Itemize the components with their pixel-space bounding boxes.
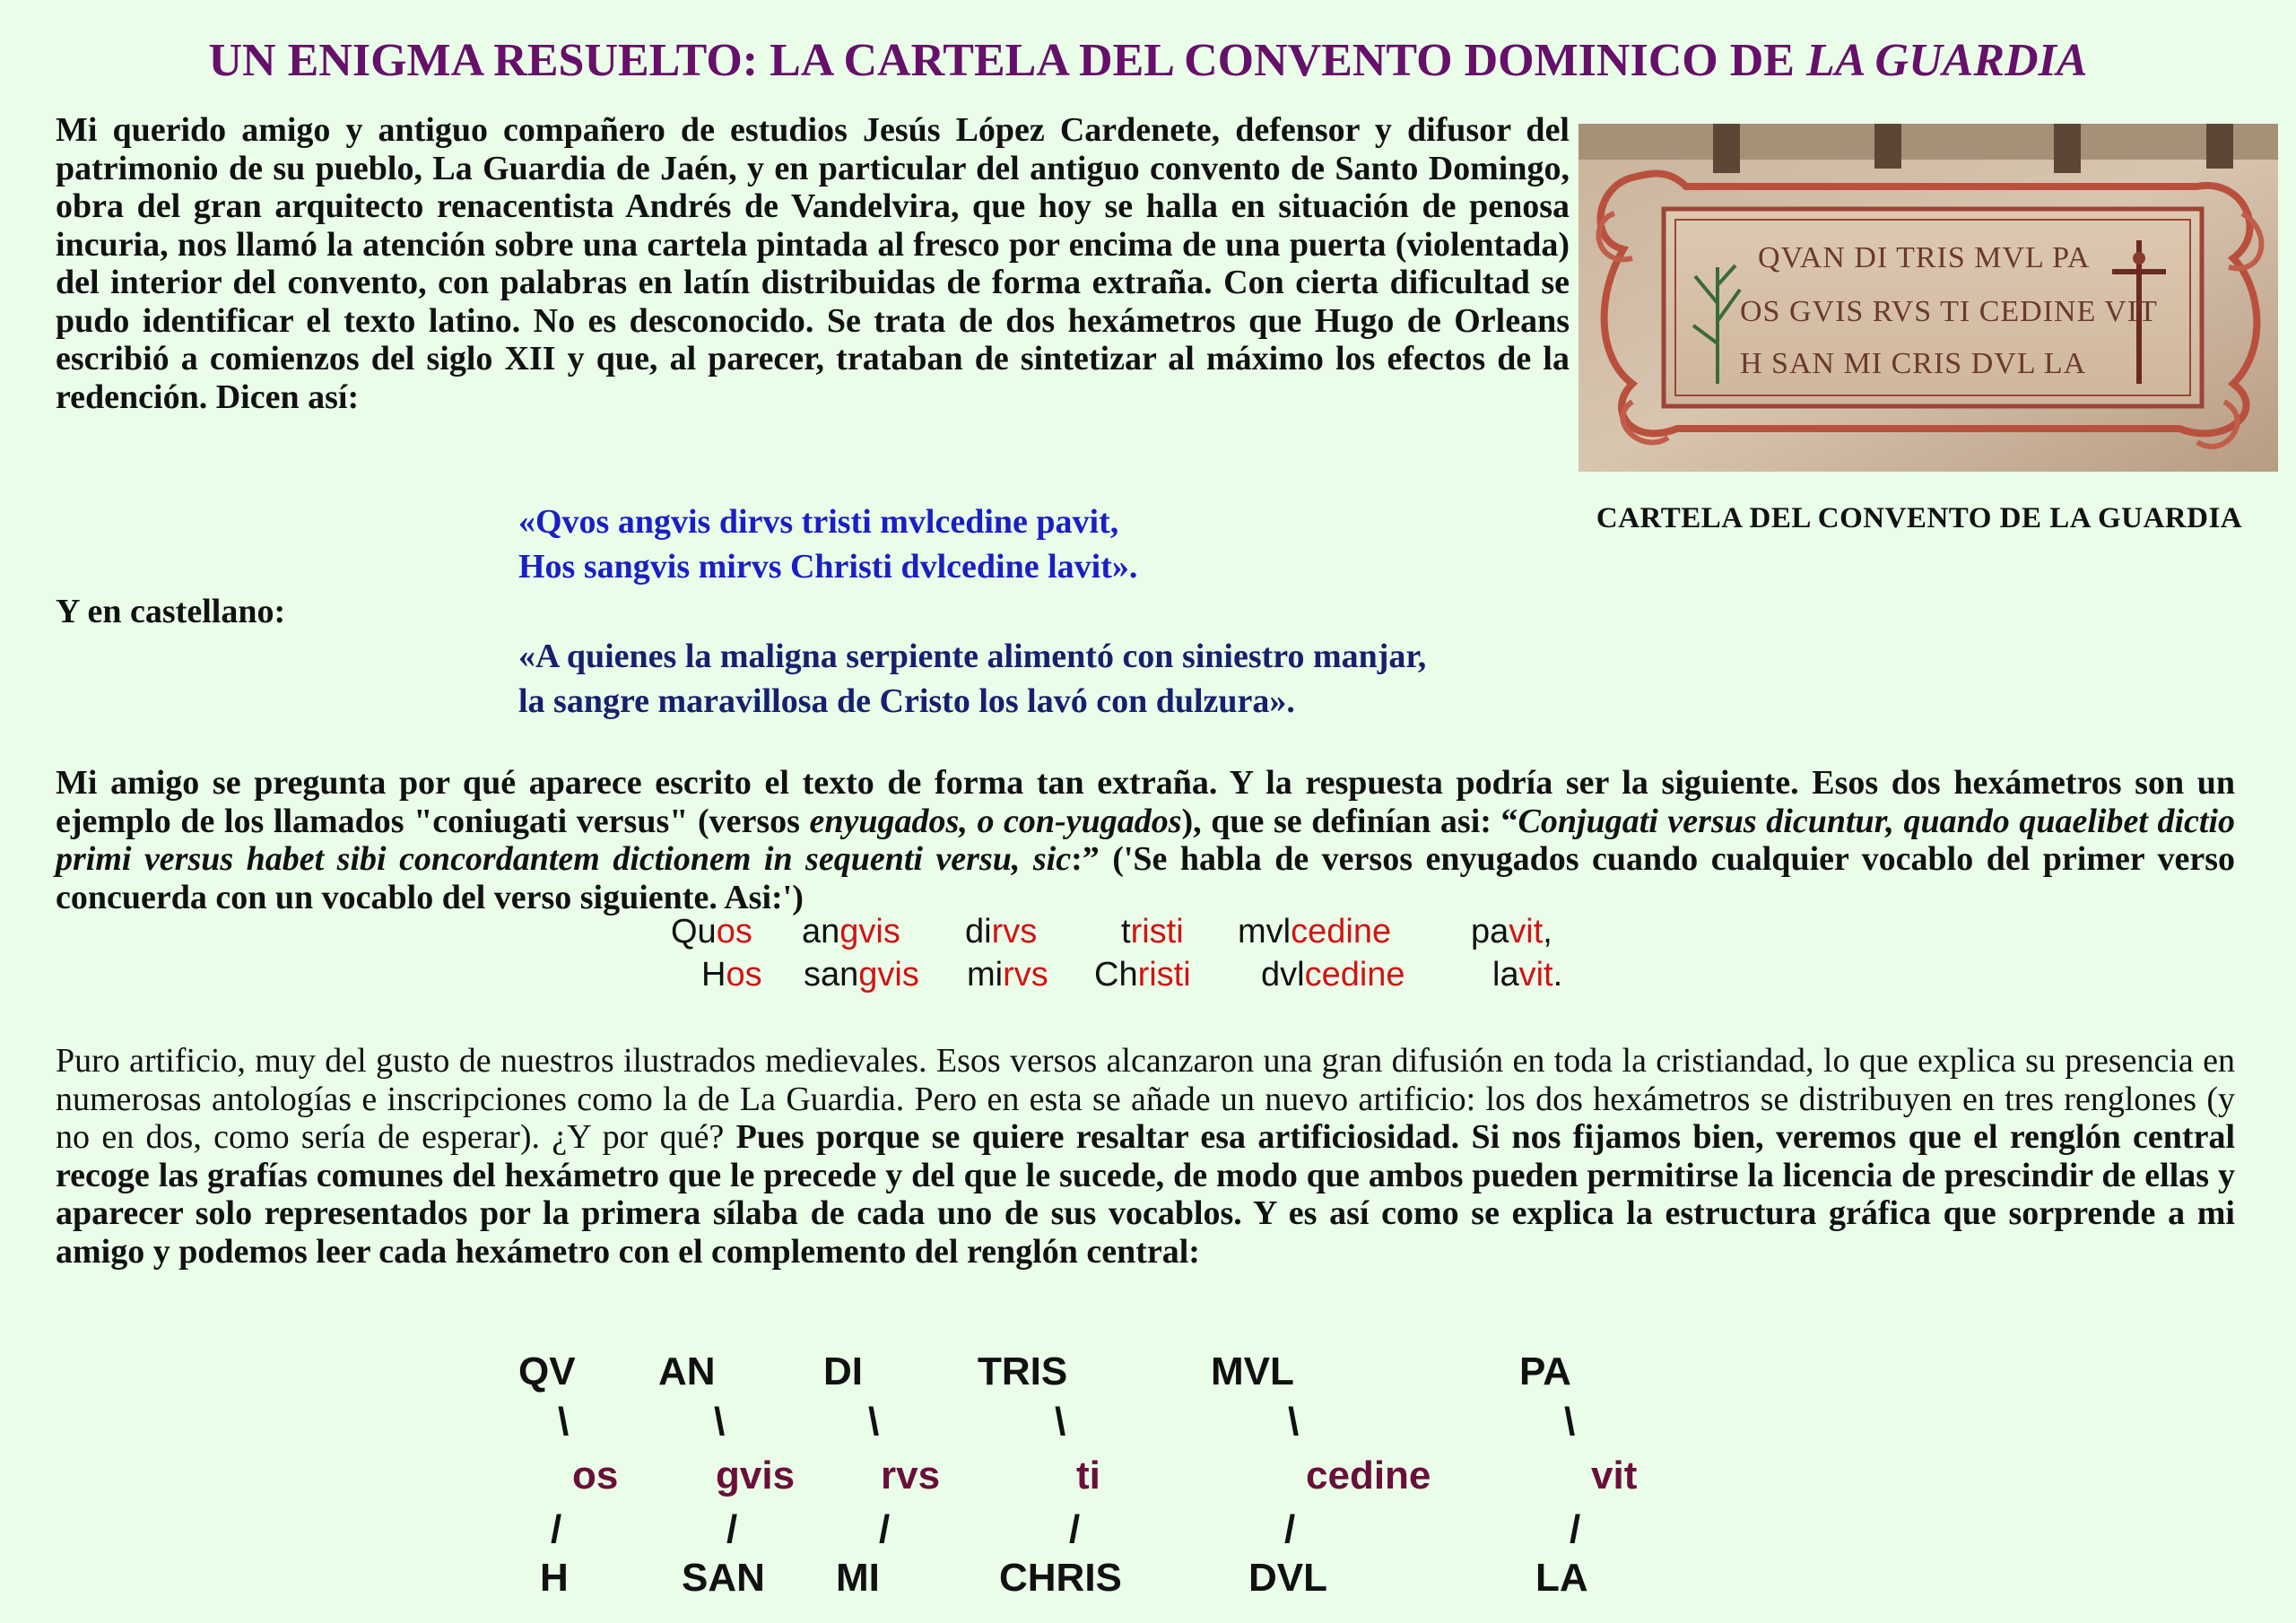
conj-word: Christi xyxy=(1094,956,1191,994)
conj-word: lavit. xyxy=(1492,956,1563,994)
castellano-label: Y en castellano: xyxy=(56,593,286,630)
conj-word: angvis xyxy=(802,913,900,950)
diagram-bottom: MI xyxy=(836,1556,880,1600)
conj-word: dvlcedine xyxy=(1261,956,1405,994)
syllable-diagram xyxy=(0,1350,2296,1610)
diagram-mid: gvis xyxy=(716,1454,796,1497)
diagram-mid: ti xyxy=(1076,1454,1100,1497)
diagram-backslash: \ xyxy=(558,1400,570,1444)
diagram-slash: / xyxy=(879,1507,891,1551)
para2-italic-quote: Conjugati versus dicuntur, quando quaelibet dictio primi versus habet sibi concordantem dictionem in sequenti versu, sic xyxy=(56,802,2236,878)
para2-text-2: ), que se definían asi: “ xyxy=(1181,802,1518,840)
latin-verse-1: «Qvos angvis dirvs tristi mvlcedine pavit, xyxy=(518,503,1119,541)
diagram-backslash: \ xyxy=(714,1400,726,1444)
diagram-mid: rvs xyxy=(881,1454,941,1497)
intro-paragraph: Mi querido amigo y antiguo compañero de estudios Jesús López Cardenete, defensor y difusor del patrimonio de su pueblo, La Guardia de Jaén, y en particular del antiguo convento de Santo Domingo, obra del gran arquitecto renacentista Andrés de Vandelvira, que hoy se halla en situación de penosa incuria, nos llamó la atención sobre una cartela pintada al fresco por encima de una puerta (violentada) del interior del convento, con palabras en latín distribuidas de forma extraña. Con cierta dificultad se pudo identificar el texto latino. No es desconocido. Se trata de dos hexámetros que Hugo de Orleans escribió a comienzos del siglo XII y que, al parecer, trataban de sintetizar al máximo los efectos de la redención. Dicen así: xyxy=(56,111,1570,416)
diagram-bottom: DVL xyxy=(1248,1556,1327,1600)
diagram-top: QV xyxy=(518,1350,576,1393)
conj-word: tristi xyxy=(1121,913,1184,950)
conj-word: Quos xyxy=(671,913,752,950)
para2-text-1: Mi amigo se pregunta por qué aparece escrito el texto de forma tan extraña. Y la respuesta podría ser la siguiente. Esos dos hexámetros son un ejemplo de los llamados "coniugati versus" (versos xyxy=(56,764,2235,840)
title-italic: LA GUARDIA xyxy=(1805,35,2088,86)
conclusion-paragraph xyxy=(56,1042,2235,1271)
diagram-slash: / xyxy=(551,1507,562,1551)
para3-bold: Pues porque se quiere resaltar esa artificiosidad. Si nos fijamos bien, veremos que el renglón central recoge las grafías comunes del hexámetro que le precede y del que le sucede, de modo que ambos pueden permitirse la licencia de prescindir de ellas y aparecer solo representados por la primera sílaba de cada uno de sus vocablos. Y es así como se explica la estructura gráfica que sorprende a mi amigo y podemos leer cada hexámetro con el complemento del renglón central: xyxy=(56,1118,2236,1271)
cartela-photo xyxy=(1578,124,2278,472)
spanish-verse-2: la sangre maravillosa de Cristo los lavó con dulzura». xyxy=(518,682,1295,720)
diagram-slash: / xyxy=(1069,1507,1081,1551)
conj-word: dirvs xyxy=(965,913,1038,950)
diagram-top: PA xyxy=(1519,1350,1571,1393)
latin-verse-2: Hos sangvis mirvs Christi dvlcedine lavit». xyxy=(518,548,1138,586)
diagram-backslash: \ xyxy=(1055,1400,1066,1444)
diagram-bottom: LA xyxy=(1535,1556,1588,1600)
conj-word: mirvs xyxy=(967,956,1048,994)
diagram-top: DI xyxy=(823,1350,863,1393)
diagram-backslash: \ xyxy=(1288,1400,1300,1444)
cartela-line-1: QVAN DI TRIS MVL PA xyxy=(1758,241,2091,274)
page-title xyxy=(0,34,2296,87)
diagram-slash: / xyxy=(1284,1507,1296,1551)
diagram-top: TRIS xyxy=(978,1350,1068,1393)
diagram-slash: / xyxy=(1570,1507,1581,1551)
cartela-line-2: OS GVIS RVS TI CEDINE VIT xyxy=(1740,295,2158,328)
para2-text-3: :” ('Se habla de versos enyugados cuando cualquier vocablo del primer verso concuerda con un vocablo del verso siguiente. Asi:') xyxy=(56,840,2235,916)
diagram-mid: os xyxy=(572,1454,619,1497)
spanish-verse-1: «A quienes la maligna serpiente alimentó con siniestro manjar, xyxy=(518,638,1427,675)
para3-normal: Puro artificio, muy del gusto de nuestros ilustrados medievales. Esos versos alcanzaron una gran difusión en toda la cristiandad, lo que explica su presencia en numerosas antologías e inscripciones como la de La Guardia. Pero en esta se añade un nuevo artificio: los dos hexámetros se distribuyen en tres renglones (y no en dos, como sería de esperar). ¿Y por qué? xyxy=(56,1042,2235,1156)
diagram-mid: cedine xyxy=(1306,1454,1431,1497)
diagram-backslash: \ xyxy=(1564,1400,1576,1444)
diagram-backslash: \ xyxy=(868,1400,880,1444)
conj-word: mvlcedine xyxy=(1238,913,1392,950)
diagram-bottom: SAN xyxy=(682,1556,765,1600)
conj-word: sangvis xyxy=(804,956,919,994)
title-main: UN ENIGMA RESUELTO: LA CARTELA DEL CONVENTO DOMINICO DE xyxy=(208,35,1806,86)
cartela-line-3: H SAN MI CRIS DVL LA xyxy=(1740,347,2087,380)
diagram-top: MVL xyxy=(1211,1350,1294,1393)
photo-caption: CARTELA DEL CONVENTO DE LA GUARDIA xyxy=(1596,502,2243,534)
diagram-bottom: CHRIS xyxy=(999,1556,1122,1600)
para2-italic-1: enyugados, o con-yugados xyxy=(809,802,1182,840)
diagram-bottom: H xyxy=(540,1556,569,1600)
diagram-slash: / xyxy=(726,1507,738,1551)
conj-word: pavit, xyxy=(1471,913,1552,950)
conj-word: Hos xyxy=(701,956,762,994)
explanation-paragraph xyxy=(56,764,2235,916)
diagram-mid: vit xyxy=(1591,1454,1638,1497)
diagram-top: AN xyxy=(658,1350,716,1393)
